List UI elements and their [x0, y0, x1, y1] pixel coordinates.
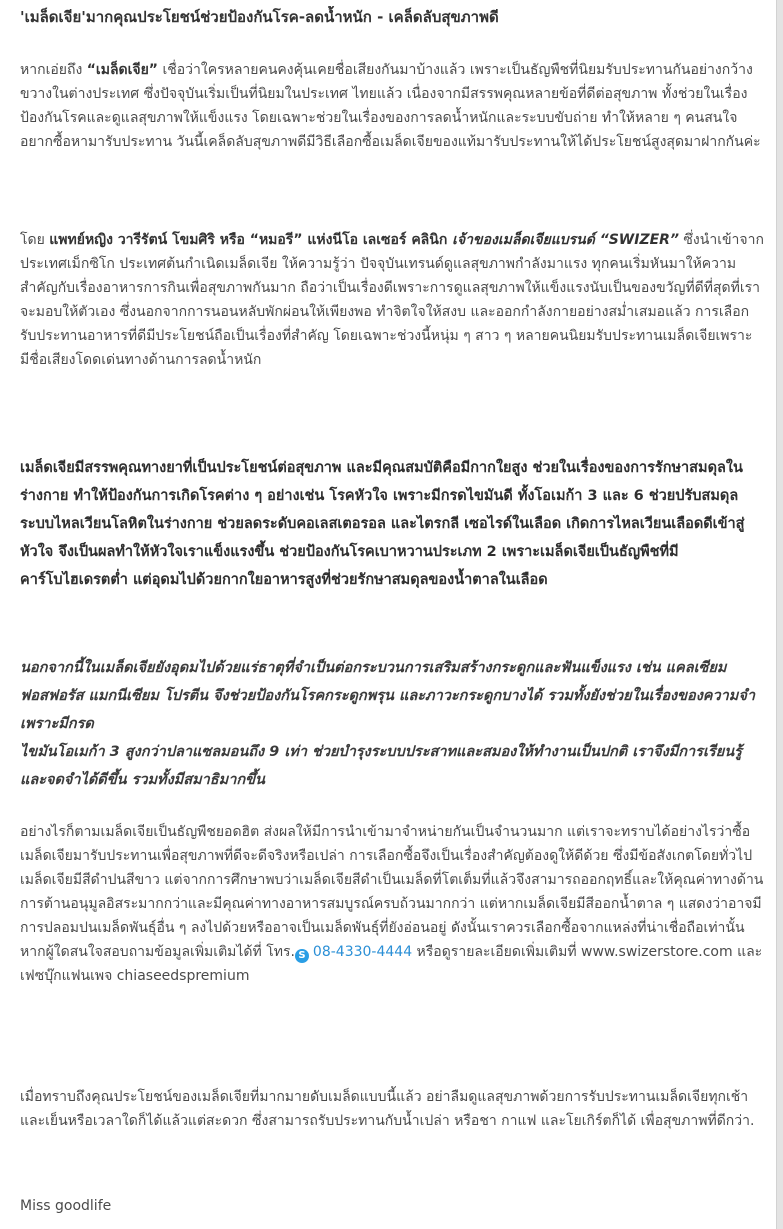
intro-lead: หากเอ่ยถึง: [20, 62, 87, 78]
doctor-lead: โดย: [20, 232, 50, 248]
paragraph-doctor: [20, 228, 765, 372]
minerals-line-1: นอกจากนี้ในเมล็ดเจียยังอุดมไปด้วยแร่ธาตุที่จำเป็นต่อกระบวนการเสริมสร้างกระดูกและฟันแข็งแรง เช่น แคลเซียม ฟอสฟอรัส แมกนีเซียม โปรตีน จึงช่วยป้องกันโรคกระดูกพรุน และภาวะกระดูกบางได้ รวมทั้งยังช่วยในเรื่องของความจำ เพราะมีกรด: [20, 660, 755, 732]
buying-body: อย่างไรก็ตามเมล็ดเจียเป็นธัญพืชยอดฮิต ส่งผลให้มีการนำเข้ามาจำหน่ายกันเป็นจำนวนมาก แต่เราจะทราบได้อย่างไรว่าซื้อเมล็ดเจียมารับประทานเพื่อสุขภาพที่ดีจะดีจริงหรือเปล่า การเลือกซื้อจึงเป็นเรื่องสำคัญต้องดูให้ดีด้วย ซึ่งมีข้อสังเกตโดยทั่วไปเมล็ดเจียมีสีดำปนสีขาว แต่จากการศึกษาพบว่าเมล็ดเจียสีดำเป็นเมล็ดที่โตเต็มที่แล้วจึงสามารถออกฤทธิ์และให้คุณค่าทางด้านการต้านอนุมูลอิสระมากกว่าและมีคุณค่าทางอาหารสมบูรณ์ครบถ้วนมากกว่า แต่หากเมล็ดเจียมีสีออกน้ำตาล ๆ แสดงว่าอาจมีการปลอมปนเมล็ดพันธุ์อื่น ๆ ลงไปด้วยหรืออาจเป็นเมล็ดพันธุ์ที่ยังอ่อนอยู่ ดังนั้นเราควรเลือกซื้อจากแหล่งที่น่าเชื่อถือเท่านั้น หากผู้ใดสนใจสอบถามข้อมูลเพิ่มเติมได้ที่ โทร.: [20, 824, 764, 960]
brand-owner: เจ้าของเมล็ดเจียแบรนด์ “SWIZER”: [447, 232, 679, 248]
phone-link[interactable]: 08-4330-4444: [312, 944, 413, 960]
intro-highlight: “เมล็ดเจีย”: [86, 62, 159, 78]
author-signature: Miss goodlife: [20, 1198, 112, 1214]
intro-body: เชื่อว่าใครหลายคนคงคุ้นเคยชื่อเสียงกันมาบ้างแล้ว เพราะเป็นธัญพืชที่นิยมรับประทานกันอย่างกว้างขวางในต่างประเทศ ซึ่งปัจจุบันเริ่มเป็นที่นิยมในประเทศ ไทยแล้ว เนื่องจากมีสรรพคุณหลายข้อที่ดีต่อสุขภาพ ทั้งช่วยในเรื่องป้องกันโรคและดูแลสุขภาพให้แข็งแรง โดยเฉพาะช่วยในเรื่องของการลดน้ำหนักและระบบขับถ่าย ทำให้หลาย ๆ คนสนใจอยากซื้อหามารับประทาน วันนี้เคล็ดลับสุขภาพดีมีวิธีเลือกซื้อเมล็ดเจียของแท้มารับประทานให้ได้ประโยชน์สูงสุดมาฝากกันค่ะ: [20, 62, 761, 150]
paragraph-conclusion: เมื่อทราบถึงคุณประโยชน์ของเมล็ดเจียที่มากมายดับเมล็ดแบบนี้แล้ว อย่าลืมดูแลสุขภาพด้วยการรับประทานเมล็ดเจียทุกเช้าและเย็นหรือเวลาใดก็ได้แล้วแต่สะดวก ซึ่งสามารถรับประทานกับน้ำเปล่า หรือชา กาแฟ และโยเกิร์ตก็ได้ เพื่อสุขภาพที่ดีกว่า.: [20, 1089, 755, 1129]
doctor-body: ซึ่งนำเข้าจากประเทศเม็กซิโก ประเทศต้นกำเนิดเมล็ดเจีย ให้ความรู้ว่า ปัจจุบันเทรนด์ดูแลสุขภาพกำลังมาแรง ทุกคนเริ่มหันมาให้ความสำคัญกับเรื่องอาหารการกินเพื่อสุขภาพกันมาก ถือว่าเป็นเรื่องดีเพราะการดูแลสุขภาพให้แข็งแรงนับเป็นของขวัญที่ดีที่สุดที่เราจะมอบให้ตัวเอง ซึ่งนอกจากการนอนหลับพักผ่อนให้เพียงพอ ทำจิตใจให้สงบ และออกกำลังกายอย่างสม่ำเสมอแล้ว การเลือกรับประทานอาหารที่ดีมีประโยชน์ถือเป็นเรื่องที่สำคัญ โดยเฉพาะช่วงนี้หนุ่ม ๆ สาว ๆ หลายคนนิยมรับประทานเมล็ดเจียเพราะมีชื่อเสียงโดดเด่นทางด้านการลดน้ำหนัก: [20, 232, 764, 368]
scroll-edge: [776, 0, 783, 1229]
paragraph-intro: [20, 58, 765, 154]
buying-tail: หรือดูรายละเอียดเพิ่มเติมที่ www.swizerstore.com และเฟซบุ๊กแฟนเพจ chiaseedspremium: [20, 944, 763, 984]
paragraph-minerals: [20, 654, 765, 794]
doctor-name: แพทย์หญิง วารีรัตน์ โขมศิริ หรือ “หมอรี” แห่งนีโอ เลเซอร์ คลินิก: [49, 232, 448, 248]
article-title: 'เมล็ดเจีย'มากคุณประโยชน์ช่วยป้องกันโรค-ลดน้ำหนัก - เคล็ดลับสุขภาพดี: [20, 8, 499, 26]
paragraph-buying: [20, 820, 765, 988]
skype-icon[interactable]: S: [295, 949, 309, 963]
minerals-line-2: ไขมันโอเมก้า 3 สูงกว่าปลาแซลมอนถึง 9 เท่า ช่วยบำรุงระบบประสาทและสมองให้ทำงานเป็นปกติ เราจึงมีการเรียนรู้และจดจำได้ดีขึ้น รวมทั้งมีสมาธิมากขึ้น: [20, 744, 742, 788]
paragraph-benefits: เมล็ดเจียมีสรรพคุณทางยาที่เป็นประโยชน์ต่อสุขภาพ และมีคุณสมบัติคือมีกากใยสูง ช่วยในเรื่องของการรักษาสมดุลในร่างกาย ทำให้ป้องกันการเกิดโรคต่าง ๆ อย่างเช่น โรคหัวใจ เพราะมีกรดไขมันดี ทั้งโอเมก้า 3 และ 6 ช่วยปรับสมดุลระบบไหลเวียนโลหิตในร่างกาย ช่วยลดระดับคอเลสเตอรอล และไตรกลี เซอไรด์ในเลือด เกิดการไหลเวียนเลือดดีเข้าสู่หัวใจ จึงเป็นผลทำให้หัวใจเราแข็งแรงขึ้น ช่วยป้องกันโรคเบาหวานประเภท 2 เพราะเมล็ดเจียเป็นธัญพืชที่มีคาร์โบไฮเดรตต่ำ แต่อุดมไปด้วยกากใยอาหารสูงที่ช่วยรักษาสมดุลของน้ำตาลในเลือด: [20, 460, 745, 588]
